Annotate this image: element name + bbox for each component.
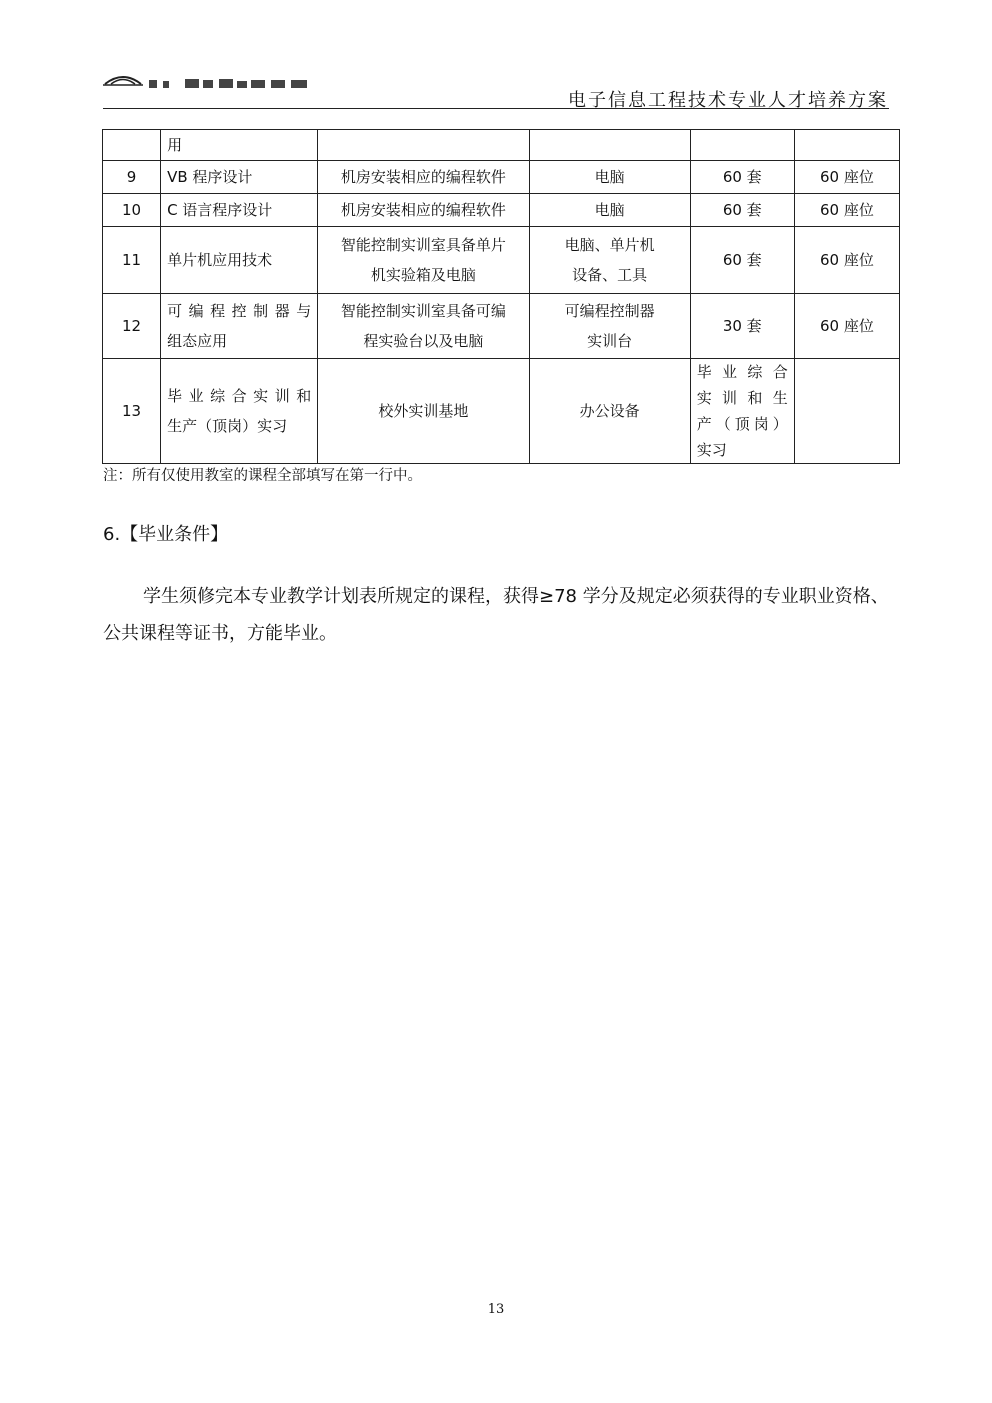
section-heading: 6.【毕业条件】 bbox=[103, 524, 229, 545]
quantity-line: 产（顶岗） bbox=[696, 415, 788, 433]
row-number: 10 bbox=[103, 194, 161, 227]
facility-cell bbox=[318, 294, 529, 359]
course-name bbox=[161, 294, 318, 359]
seats-cell: 60 座位 bbox=[794, 294, 899, 359]
equipment-cell bbox=[529, 130, 690, 161]
quantity-cell bbox=[690, 359, 794, 464]
course-name: VB 程序设计 bbox=[161, 161, 318, 194]
header-divider bbox=[103, 108, 889, 109]
course-name: 单片机应用技术 bbox=[161, 227, 318, 294]
quantity-cell: 30 套 bbox=[690, 294, 794, 359]
table-row bbox=[103, 359, 900, 464]
row-number: 11 bbox=[103, 227, 161, 294]
facility-cell bbox=[318, 130, 529, 161]
page-number: 13 bbox=[487, 1302, 505, 1317]
facility-line: 机实验箱及电脑 bbox=[370, 266, 476, 284]
equipment-cell bbox=[529, 294, 690, 359]
seats-cell bbox=[794, 359, 899, 464]
course-line: 可编程控制器与 bbox=[167, 302, 312, 320]
course-line: 生产（顶岗）实习 bbox=[167, 417, 288, 435]
equipment-cell: 电脑 bbox=[529, 194, 690, 227]
row-number: 12 bbox=[103, 294, 161, 359]
quantity-cell bbox=[690, 130, 794, 161]
row-number: 9 bbox=[103, 161, 161, 194]
equipment-line: 实训台 bbox=[587, 332, 633, 350]
table-row bbox=[103, 161, 900, 194]
equipment-cell: 电脑 bbox=[529, 161, 690, 194]
quantity-cell: 60 套 bbox=[690, 194, 794, 227]
seats-cell: 60 座位 bbox=[794, 194, 899, 227]
course-name bbox=[161, 359, 318, 464]
course-line: 毕业综合实训和 bbox=[167, 387, 312, 405]
course-line: 组态应用 bbox=[167, 332, 228, 350]
facility-line: 智能控制实训室具备可编 bbox=[340, 302, 506, 320]
seats-cell: 60 座位 bbox=[794, 161, 899, 194]
row-number bbox=[103, 130, 161, 161]
training-facilities-table bbox=[102, 129, 900, 464]
school-logo bbox=[103, 70, 323, 94]
table-note: 注：所有仅使用教室的课程全部填写在第一行中。 bbox=[103, 468, 422, 484]
equipment-line: 可编程控制器 bbox=[564, 302, 655, 320]
quantity-line: 毕业综合 bbox=[696, 363, 788, 381]
seats-cell bbox=[794, 130, 899, 161]
equipment-cell bbox=[529, 227, 690, 294]
table-row bbox=[103, 194, 900, 227]
quantity-line: 实习 bbox=[696, 441, 727, 459]
course-name: C 语言程序设计 bbox=[161, 194, 318, 227]
facility-line: 程实验台以及电脑 bbox=[363, 332, 484, 350]
seats-cell: 60 座位 bbox=[794, 227, 899, 294]
section-paragraph: 学生须修完本专业教学计划表所规定的课程，获得≥78 学分及规定必须获得的专业职业资格、公共课程等证书，方能毕业。 bbox=[103, 586, 889, 644]
facility-line: 智能控制实训室具备单片 bbox=[340, 236, 506, 254]
equipment-cell: 办公设备 bbox=[529, 359, 690, 464]
document-header-title: 电子信息工程技术专业人才培养方案 bbox=[568, 90, 888, 111]
table-row bbox=[103, 227, 900, 294]
table-row bbox=[103, 130, 900, 161]
facility-cell bbox=[318, 227, 529, 294]
quantity-line: 实训和生 bbox=[696, 389, 788, 407]
quantity-cell: 60 套 bbox=[690, 227, 794, 294]
table-row bbox=[103, 294, 900, 359]
equipment-line: 设备、工具 bbox=[572, 266, 648, 284]
facility-cell: 机房安装相应的编程软件 bbox=[318, 194, 529, 227]
facility-cell: 校外实训基地 bbox=[318, 359, 529, 464]
facility-cell: 机房安装相应的编程软件 bbox=[318, 161, 529, 194]
row-number: 13 bbox=[103, 359, 161, 464]
equipment-line: 电脑、单片机 bbox=[564, 236, 655, 254]
quantity-cell: 60 套 bbox=[690, 161, 794, 194]
course-name: 用 bbox=[161, 130, 318, 161]
